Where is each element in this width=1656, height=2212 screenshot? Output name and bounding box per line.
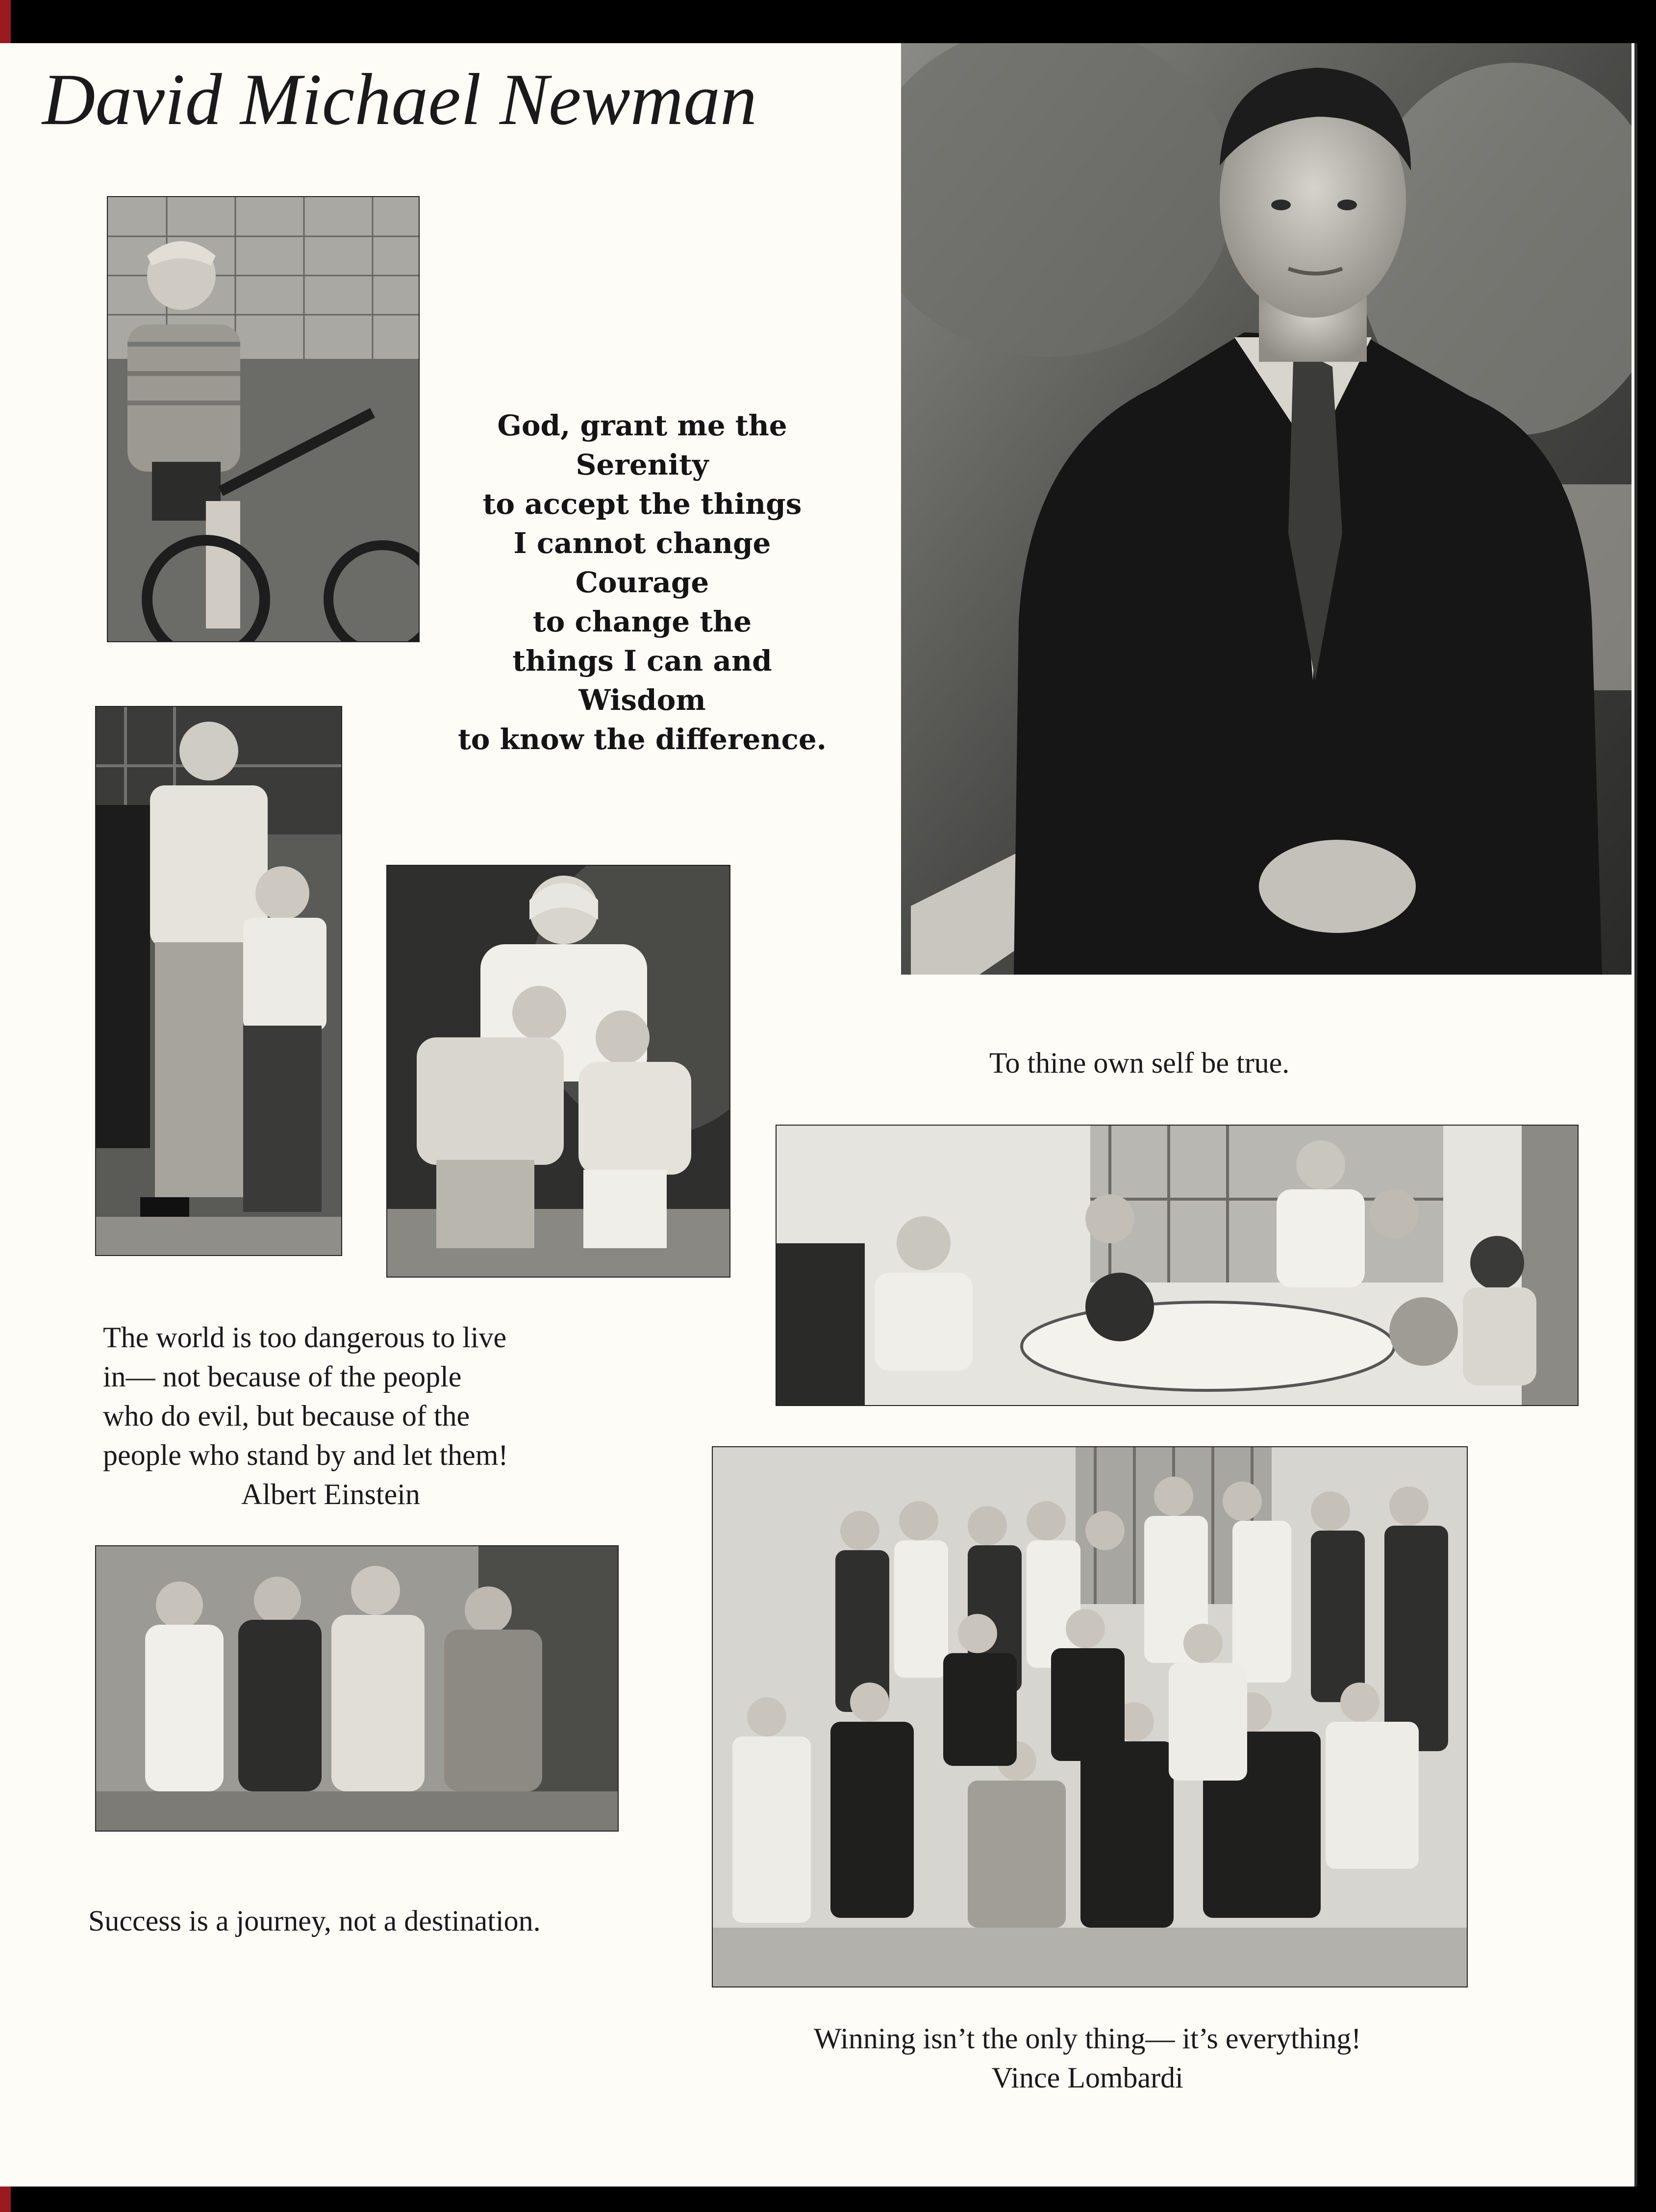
quote-author: Vince Lombardi <box>991 2061 1183 2094</box>
success-quote: Success is a journey, not a destination. <box>88 1905 541 1937</box>
prayer-line: to accept the things <box>482 487 802 521</box>
lombardi-quote <box>814 2019 1361 2097</box>
prayer-line: God, grant me the <box>497 409 787 442</box>
yearbook-page <box>0 43 1637 2187</box>
woman-and-boys-photo <box>386 865 730 1278</box>
page-title: David Michael Newman <box>42 59 757 140</box>
einstein-quote <box>103 1318 508 1514</box>
prayer-line: things I can and <box>512 644 772 678</box>
child-tricycle-photo <box>107 196 420 642</box>
man-and-boy-photo <box>95 706 342 1256</box>
patio-table-photo <box>776 1125 1579 1406</box>
prayer-line: I cannot change <box>513 527 771 560</box>
serenity-prayer <box>422 406 863 759</box>
quote-author: Albert Einstein <box>241 1478 420 1510</box>
quote-line: The world is too dangerous to live <box>103 1321 507 1354</box>
group-photo <box>712 1446 1468 1987</box>
prayer-line: Serenity <box>576 448 709 481</box>
prayer-line: to change the <box>532 605 752 638</box>
quote-line: Winning isn’t the only thing— it’s everything! <box>814 2022 1361 2055</box>
prayer-line: to know the difference. <box>457 723 827 756</box>
quote-line: in— not because of the people <box>103 1360 462 1393</box>
self-true-quote: To thine own self be true. <box>989 1047 1290 1079</box>
quote-line: people who stand by and let them! <box>103 1439 508 1471</box>
prayer-line: Courage <box>575 566 709 599</box>
four-friends-photo <box>95 1545 619 1832</box>
portrait-photo <box>901 43 1631 975</box>
quote-line: who do evil, but because of the <box>103 1400 470 1432</box>
prayer-line: Wisdom <box>578 683 706 717</box>
